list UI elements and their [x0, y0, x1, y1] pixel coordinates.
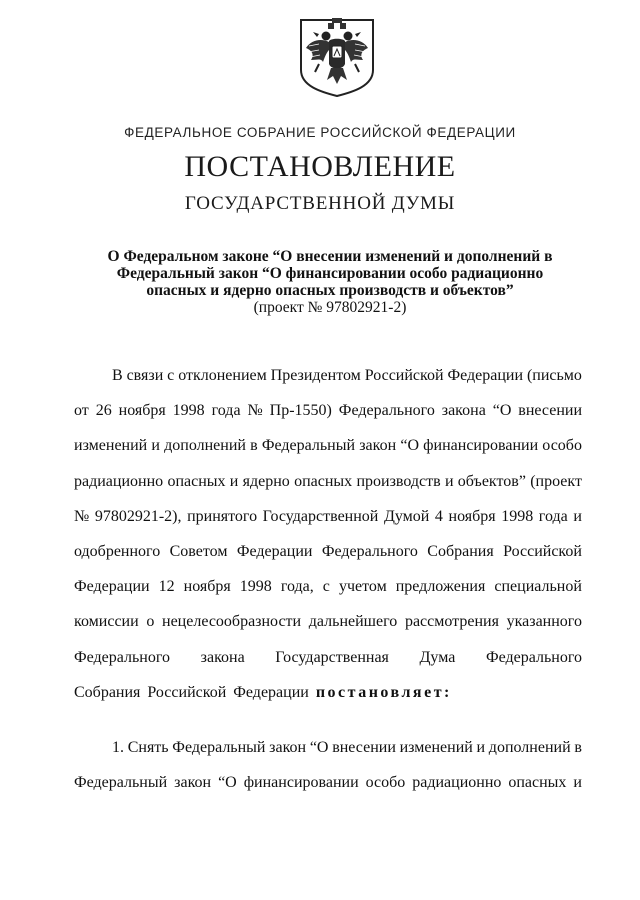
body-text-line	[74, 506, 582, 528]
body-word: Президентом	[270, 367, 361, 384]
body-word: 97802921-2),	[94, 507, 182, 525]
body-word: Собрания	[427, 543, 494, 560]
body-word: закон	[269, 739, 307, 756]
body-word: ядерно	[242, 472, 290, 490]
body-word: №	[247, 402, 263, 420]
subject-line: О Федеральном законе “О внесении изменений и дополнений в	[107, 248, 553, 265]
document-type-title: ПОСТАНОВЛЕНИЕ	[184, 150, 456, 183]
body-text-line	[74, 576, 582, 598]
body-word: внесении	[518, 402, 582, 420]
body-word: 4	[434, 507, 443, 525]
body-word: “О	[492, 402, 512, 420]
body-text-line	[74, 435, 582, 457]
body-word: опасных	[294, 472, 353, 490]
body-word: и	[573, 774, 582, 792]
body-word: ноября	[448, 507, 496, 525]
body-word: Советом	[169, 543, 228, 560]
body-word: одобренного	[74, 543, 161, 560]
body-word: Российской	[364, 367, 444, 384]
body-word: особо	[542, 437, 582, 455]
body-word: и	[476, 739, 486, 756]
body-word: радиационно	[74, 472, 164, 490]
body-word: опасных	[508, 774, 567, 792]
body-word: Федерации	[233, 683, 309, 701]
body-word: Федеральный	[74, 774, 168, 792]
body-word: предложения	[395, 578, 486, 596]
body-text-line	[74, 541, 582, 563]
body-word: изменений	[74, 437, 148, 455]
body-word: 1998	[239, 578, 272, 596]
body-word: о	[146, 613, 155, 631]
body-word: 26	[95, 402, 112, 420]
body-word: в	[574, 739, 582, 756]
body-word: дополнений	[488, 739, 571, 756]
body-text-line	[74, 647, 582, 669]
body-word: и	[151, 437, 160, 455]
body-word: “О	[309, 739, 329, 756]
issuing-body-title: ГОСУДАРСТВЕННОЙ ДУМЫ	[184, 193, 456, 214]
body-text-line	[74, 682, 594, 704]
body-word: 12	[158, 578, 175, 596]
body-word: Думой	[383, 507, 430, 525]
body-word: Российской	[503, 543, 582, 560]
body-word: с	[167, 367, 175, 384]
body-text-line	[112, 737, 582, 759]
subject-line: Федеральный закон “О финансировании особо радиационно	[116, 265, 544, 282]
body-word: связи	[126, 367, 164, 384]
body-word: Дума	[419, 648, 456, 666]
body-word: 1998	[172, 402, 205, 420]
body-word: от	[74, 402, 89, 420]
body-word: закон	[359, 437, 397, 455]
coat-of-arms-icon	[297, 14, 377, 98]
subject-line: опасных и ядерно опасных производств и объектов”	[146, 282, 514, 299]
body-word: Собрания	[74, 683, 141, 701]
body-word: 1998	[501, 507, 534, 525]
body-word: финансировании	[243, 774, 359, 792]
body-word: и	[229, 472, 239, 490]
body-word: объектов”	[457, 472, 526, 490]
body-word: Федерального	[338, 402, 435, 420]
body-word: года	[211, 402, 241, 420]
body-word: указанного	[506, 613, 582, 631]
body-word: и	[573, 507, 582, 525]
body-word: учетом	[338, 578, 387, 596]
body-word: Российской	[147, 683, 227, 701]
body-word: Федеральный	[261, 437, 356, 455]
body-word: “О	[400, 437, 419, 455]
decree-word: постановляет:	[315, 683, 452, 701]
body-word: в	[250, 437, 258, 455]
body-word: специальной	[494, 578, 582, 596]
body-word: года	[538, 507, 568, 525]
body-text-line	[74, 400, 582, 422]
body-word: закон	[174, 774, 212, 792]
body-word: Снять	[127, 739, 169, 756]
body-word: финансировании	[423, 437, 539, 455]
body-word: комиссии	[74, 613, 139, 631]
body-word: ноября	[118, 402, 166, 420]
body-word: особо	[365, 774, 406, 792]
body-word: Федерации	[447, 367, 524, 384]
body-word: ноября	[183, 578, 231, 596]
body-word: Федерального	[74, 648, 171, 666]
body-word: (письмо	[526, 367, 582, 384]
project-number: (проект № 97802921-2)	[253, 299, 407, 316]
body-word: Государственной	[262, 507, 379, 525]
body-word: (проект	[530, 472, 582, 490]
body-word: радиационно	[412, 774, 502, 792]
body-word: с	[322, 578, 330, 596]
body-word: отклонением	[178, 367, 267, 384]
body-word: закона	[200, 648, 245, 666]
body-word: Федерации	[74, 578, 150, 596]
body-word: принятого	[187, 507, 258, 525]
body-text-line	[74, 611, 582, 633]
body-word: Федерального	[485, 648, 582, 666]
body-text-line	[112, 365, 582, 387]
body-word: года,	[280, 578, 314, 596]
body-word: внесении	[332, 739, 396, 756]
body-text-line	[74, 471, 582, 493]
body-word: 1.	[112, 739, 124, 756]
body-word: дальнейшего	[308, 613, 398, 631]
body-word: изменений	[399, 739, 473, 756]
body-word: дополнений	[164, 437, 246, 455]
body-word: рассмотрения	[404, 613, 499, 631]
body-word: Федеральный	[172, 739, 266, 756]
body-word: Федерации	[236, 543, 313, 560]
document-subject	[60, 248, 600, 299]
organization-title: ФЕДЕРАЛЬНОЕ СОБРАНИЕ РОССИЙСКОЙ ФЕДЕРАЦИИ	[124, 125, 516, 140]
body-word: опасных	[167, 472, 226, 490]
body-word: №	[74, 507, 90, 525]
body-word: Государственная	[275, 648, 389, 666]
body-word: Пр-1550)	[269, 402, 332, 420]
body-word: и	[444, 472, 454, 490]
body-word: производств	[356, 472, 441, 490]
body-word: нецелесообразности	[162, 613, 302, 631]
body-word: “О	[218, 774, 237, 792]
body-word: В	[112, 367, 123, 384]
body-word: закона	[441, 402, 486, 420]
body-word: Федерального	[321, 543, 418, 560]
body-text-line	[74, 772, 582, 794]
